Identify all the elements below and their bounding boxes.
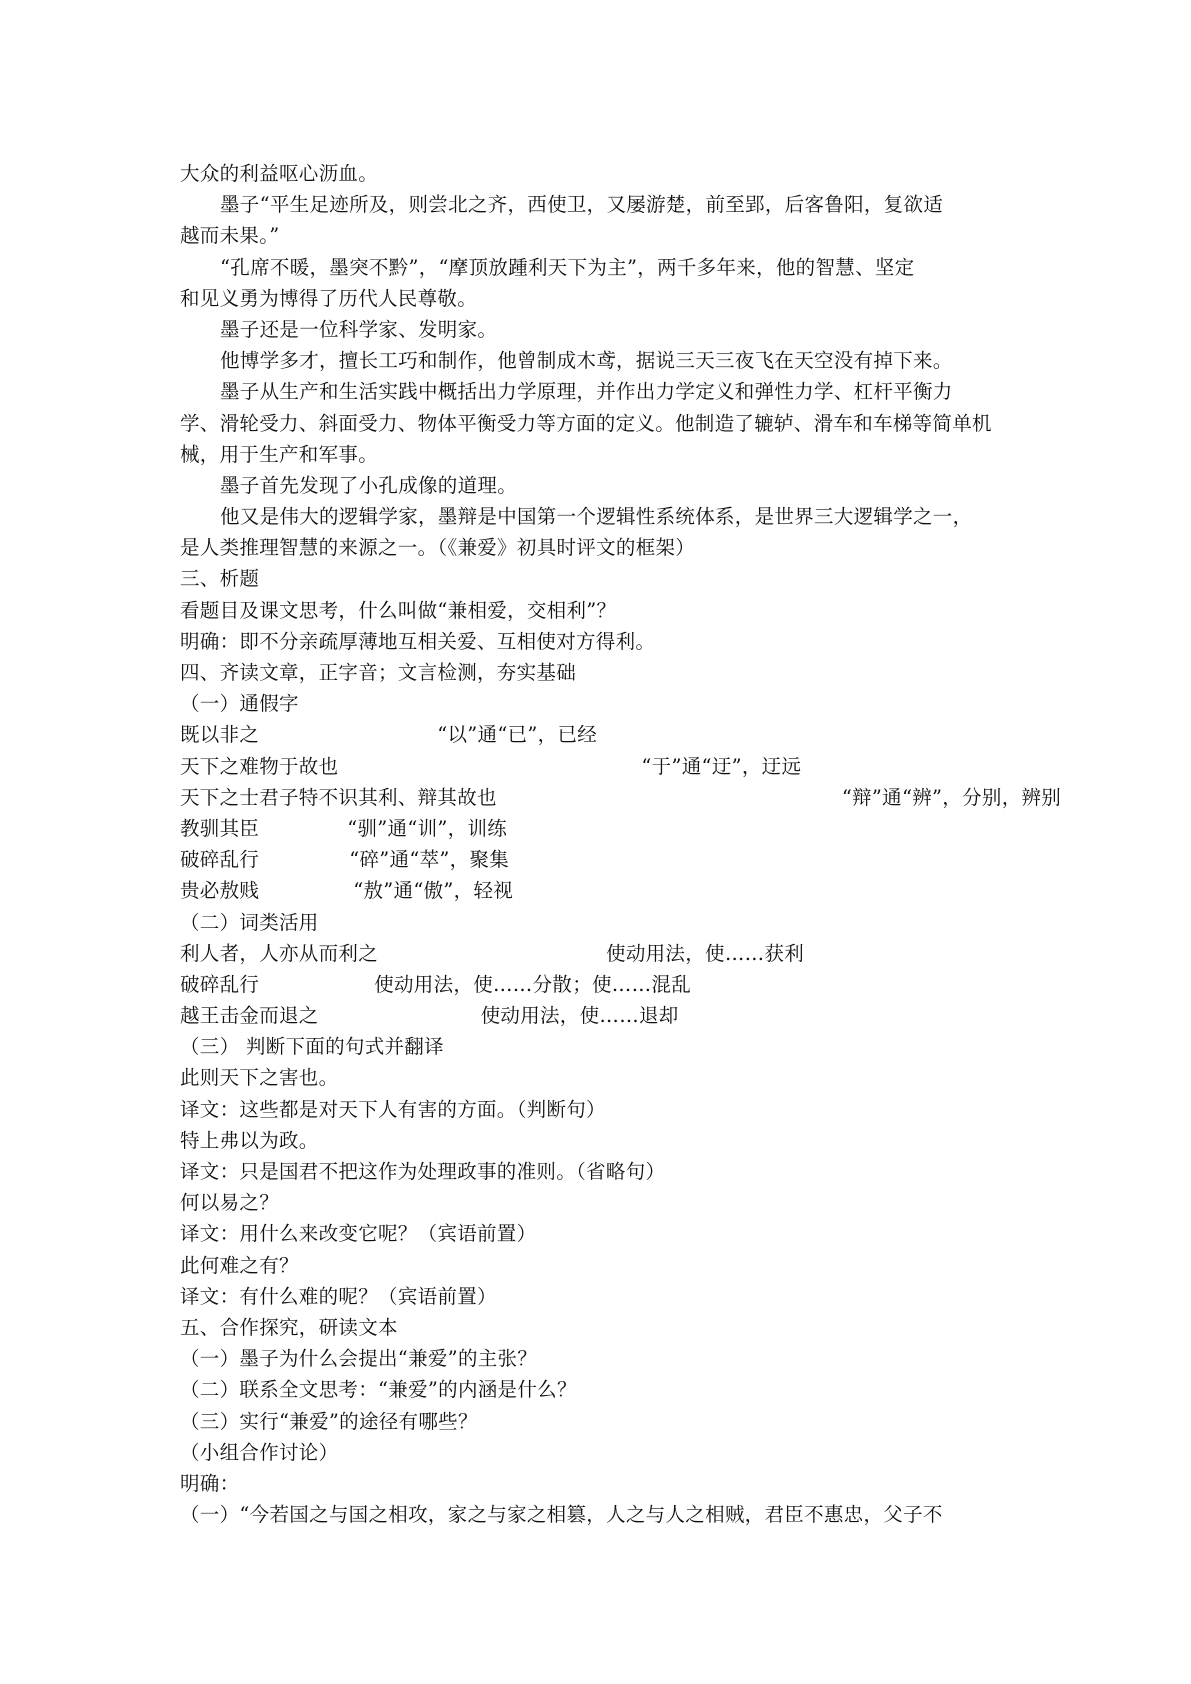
line-text: 他又是伟大的逻辑学家，墨辩是中国第一个逻辑性系统体系，是世界三大逻辑学之一， — [220, 505, 973, 529]
text-line — [180, 408, 1040, 439]
text-line — [180, 158, 1040, 189]
text-line — [180, 1218, 1040, 1249]
line-text: 此何难之有？ — [180, 1253, 299, 1277]
line-text: 明确： — [180, 1471, 240, 1495]
text-line — [180, 1000, 1040, 1031]
text-line — [180, 1281, 1040, 1312]
line-note: “辩”通“辨”，分别，辨别 — [841, 785, 1062, 809]
text-line — [180, 1343, 1040, 1374]
line-text: 何以易之？ — [180, 1191, 280, 1215]
line-text: 既以非之 — [180, 723, 260, 747]
text-line — [180, 1499, 1040, 1530]
line-text: 利人者，人亦从而利之 — [180, 941, 379, 965]
line-text: 械，用于生产和军事。 — [180, 442, 379, 466]
line-text: 四、齐读文章，正字音；文言检测，夯实基础 — [180, 661, 577, 684]
text-line — [180, 345, 1040, 376]
text-line — [180, 501, 1040, 532]
text-line — [180, 907, 1040, 938]
text-line — [180, 563, 1040, 594]
line-text: 译文：这些都是对天下人有害的方面。（判断句） — [180, 1097, 606, 1121]
text-line — [180, 751, 1040, 782]
text-line — [180, 1125, 1040, 1156]
text-line — [180, 189, 1040, 220]
line-text: 译文：用什么来改变它呢？（宾语前置） — [180, 1222, 537, 1246]
line-text: 五、合作探究，研读文本 — [180, 1315, 398, 1339]
line-note: 使动用法，使……分散；使……混乱 — [374, 972, 692, 996]
line-note: “于”通“迂”，迂远 — [641, 754, 802, 778]
text-line — [180, 1406, 1040, 1437]
line-note: 使动用法，使……获利 — [606, 941, 805, 965]
line-text: 墨子“平生足迹所及，则尝北之齐，西使卫，又屡游楚，前至郢，后客鲁阳，复欲适 — [220, 193, 944, 217]
line-text: （三） 判断下面的句式并翻译 — [180, 1035, 444, 1059]
line-text: （二）联系全文思考：“兼爱”的内涵是什么？ — [180, 1378, 577, 1402]
line-text: 特上弗以为政。 — [180, 1128, 319, 1152]
line-text: 三、析题 — [180, 567, 260, 591]
line-text: （一）“今若国之与国之相攻，家之与家之相篡，人之与人之相贼，君臣不惠忠，父子不 — [180, 1503, 943, 1527]
line-text: “孔席不暖，墨突不黔”，“摩顶放踵利天下为主”，两千多年来，他的智慧、坚定 — [220, 255, 915, 279]
line-text: 他博学多才，擅长工巧和制作，他曾制成木鸢，据说三天三夜飞在天空没有掉下来。 — [220, 349, 953, 373]
line-text: 破碎乱行 — [180, 848, 260, 872]
line-text: 明确：即不分亲疏厚薄地互相关爱、互相使对方得利。 — [180, 629, 656, 653]
text-line — [180, 719, 1040, 750]
text-line — [180, 532, 1040, 563]
text-line — [180, 1250, 1040, 1281]
text-line — [180, 1312, 1040, 1343]
line-text: 越王击金而退之 — [180, 1004, 319, 1028]
line-text: 学、滑轮受力、斜面受力、物体平衡受力等方面的定义。他制造了辘轳、滑车和车梯等简单机 — [180, 411, 992, 435]
line-text: （一）通假字 — [180, 692, 299, 716]
text-line — [180, 314, 1040, 345]
line-text: 墨子首先发现了小孔成像的道理。 — [220, 473, 518, 497]
text-line — [180, 1062, 1040, 1093]
line-note: 使动用法，使……退却 — [480, 1004, 679, 1028]
line-text: 大众的利益呕心沥血。 — [180, 162, 379, 185]
text-line — [180, 782, 1062, 813]
text-line — [180, 844, 1040, 875]
line-text: 墨子还是一位科学家、发明家。 — [220, 317, 498, 341]
text-line — [180, 626, 1040, 657]
text-line — [180, 1374, 1040, 1405]
line-text: （一）墨子为什么会提出“兼爱”的主张？ — [180, 1347, 538, 1371]
line-text: 译文：只是国君不把这作为处理政事的准则。（省略句） — [180, 1160, 666, 1183]
line-text: 天下之士君子特不识其利、辩其故也 — [180, 785, 497, 809]
text-line — [180, 1156, 1040, 1187]
text-line — [180, 252, 1040, 283]
line-text: （二）词类活用 — [180, 910, 319, 934]
text-line — [180, 969, 1040, 1000]
document-body — [180, 158, 1062, 1530]
line-text: 看题目及课文思考，什么叫做“兼相爱，交相利”？ — [180, 598, 617, 622]
line-note: “敖”通“傲”，轻视 — [353, 879, 514, 903]
text-line — [180, 875, 1040, 906]
text-line — [180, 1031, 1040, 1062]
line-text: 天下之难物于故也 — [180, 754, 339, 778]
line-text: 贵必敖贱 — [180, 879, 260, 903]
line-text: 译文：有什么难的呢？（宾语前置） — [180, 1284, 497, 1308]
text-line — [180, 1094, 1040, 1125]
line-note: “驯”通“训”，训练 — [347, 816, 508, 840]
text-line — [180, 220, 1040, 251]
line-text: （三）实行“兼爱”的途径有哪些？ — [180, 1409, 478, 1433]
text-line — [180, 470, 1040, 501]
line-text: 和见义勇为博得了历代人民尊敬。 — [180, 286, 478, 310]
line-text: 教驯其臣 — [180, 816, 260, 840]
line-note: “以”通“已”，已经 — [437, 723, 598, 747]
line-text: 墨子从生产和生活实践中概括出力学原理，并作出力学定义和弹性力学、杠杆平衡力 — [220, 380, 953, 404]
line-text: 破碎乱行 — [180, 972, 260, 996]
text-line — [180, 938, 1040, 969]
text-line — [180, 595, 1040, 626]
line-text: 此则天下之害也。 — [180, 1066, 339, 1090]
text-line — [180, 657, 1040, 688]
line-text: 越而未果。” — [180, 224, 280, 248]
line-text: （小组合作讨论） — [180, 1440, 339, 1464]
text-line — [180, 813, 1040, 844]
text-line — [180, 439, 1040, 470]
text-line — [180, 688, 1040, 719]
line-text: 是人类推理智慧的来源之一。（《兼爱》初具时评文的框架） — [180, 536, 696, 560]
text-line — [180, 283, 1040, 314]
text-line — [180, 1468, 1040, 1499]
line-note: “碎”通“萃”，聚集 — [349, 848, 510, 872]
text-line — [180, 1187, 1040, 1218]
text-line — [180, 1437, 1040, 1468]
text-line — [180, 376, 1040, 407]
